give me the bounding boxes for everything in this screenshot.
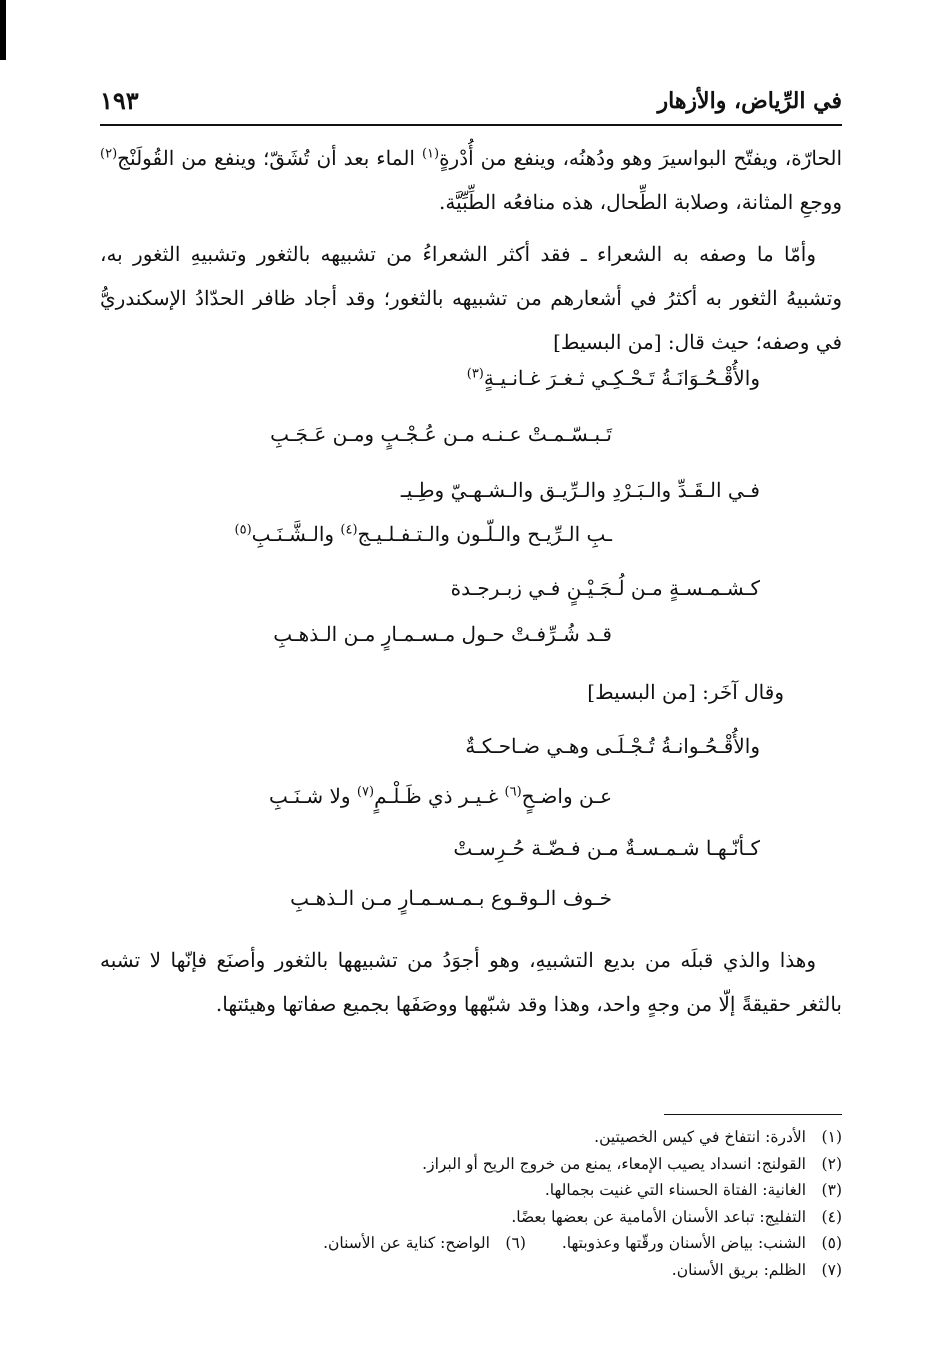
footnote-text: الواضح: كناية عن الأسنان. [323, 1234, 490, 1252]
footnote-number: (٦) [505, 1234, 526, 1252]
poem2-verse1-first-hemistich: والأُقْـحُـوانـةُ تُـجْـلَـى وهـي ضـاحـكـةٌ [465, 734, 760, 758]
poem1-verse3-first-hemistich: كـشـمـسـةٍ مـن لُـجَـيْـنٍ فـي زبـرجـدة [450, 576, 760, 600]
footnote-ref-1[interactable]: (١) [421, 146, 440, 162]
footnote-number: (٥) [821, 1234, 842, 1252]
footnote-text: الأدرة: انتفاخ في كيس الخصيتين. [594, 1128, 806, 1146]
poem1-verse1-first-hemistich [467, 366, 760, 390]
footnote-text: القولنج: انسداد يصيب الإمعاء، يمنع من خروج الريح أو البراز. [422, 1154, 806, 1173]
paragraph-1-text-a: الحارّة، ويفتّح البواسيرَ وهو ودُهنُه، وينفع من أُدْرةٍ [439, 146, 843, 170]
footnotes-list [120, 1124, 842, 1283]
verse-text: غـيـر ذي ظَـلْـمٍ [374, 784, 505, 808]
page-header [100, 84, 842, 126]
footnote-divider [664, 1114, 842, 1115]
footnote-number: (٤) [821, 1207, 842, 1226]
scan-edge-mark [0, 0, 6, 60]
footnote-5-6 [120, 1230, 842, 1257]
verse-text: عـن واضـحٍ [521, 784, 612, 808]
page-number: ١٩٣ [100, 86, 139, 115]
poem1-verse1-second-hemistich: تَـبـسّـمـتْ عـنـه مـن عُـجْـبٍ ومـن عَـجَـبِ [270, 422, 612, 446]
verse-text: والأُقْـحُـوَانَـةُ تَـحْـكِـي ثـغـرَ غـانـيـةٍ [483, 366, 760, 390]
footnote-number: (٢) [821, 1154, 842, 1173]
paragraph-1-text-c: ووجعِ المثانة، وصلابة الطِّحال، هذه منافعُه الطِّبِّيَّة. [439, 190, 842, 214]
poem2-verse1-second-hemistich [269, 784, 612, 808]
footnote-3 [120, 1177, 842, 1204]
paragraph-1-text-b: الماء بعد أن تُشَقّ؛ وينفع من القُولَنْج [117, 146, 422, 170]
poem2-verse2-first-hemistich: كـأنّـهـا شـمـسـةٌ مـن فـضّـة حُـرِسـتْ [453, 836, 760, 860]
footnote-ref-6[interactable]: (٦) [504, 784, 522, 800]
footnote-1 [120, 1124, 842, 1151]
paragraph-3: وهذا والذي قبلَه من بديع التشبيهِ، وهو أجوَدُ من تشبيهها بالثغور وأصنَع فإنّها لا تشبه بالثغر حقيقةً إلّا من وجهٍ واحد، وهذا وقد شبّهها ووصَفَها بجميع صفاتها وهيئتها. [100, 948, 842, 1016]
poem2-verse2-second-hemistich: خـوف الـوقـوع بـمـسـمـارٍ مـن الـذهـبِ [290, 886, 612, 910]
footnote-ref-2[interactable]: (٢) [100, 146, 118, 162]
poem1-verse2-first-hemistich: فـي الـقَـدِّ والـبَـرْدِ والـرِّيـق والـشـهـيّ وطِـيـ [400, 478, 760, 502]
poem1-verse3-second-hemistich: قـد شُـرِّفـتْ حـول مـسـمـارٍ مـن الـذهـبِ [273, 622, 612, 646]
footnote-text: التفليج: تباعد الأسنان الأمامية عن بعضها بعضًا. [511, 1207, 806, 1226]
footnote-ref-5[interactable]: (٥) [234, 522, 252, 538]
footnote-ref-4[interactable]: (٤) [340, 522, 358, 538]
paragraph-1 [100, 136, 842, 224]
verse-text: ولا شـنَـبِ [268, 784, 357, 808]
footnote-text: الغانية: الفتاة الحسناء التي غنيت بجمالها. [544, 1181, 806, 1199]
footnote-text: الشنب: بياض الأسنان ورقّتها وعذوبتها. [561, 1234, 806, 1252]
footnote-2 [120, 1151, 842, 1178]
footnote-ref-3[interactable]: (٣) [466, 366, 484, 382]
footnote-number: (٣) [821, 1181, 842, 1199]
footnote-ref-7[interactable]: (٧) [356, 784, 375, 800]
footnote-7 [120, 1257, 842, 1284]
footnote-number: (١) [821, 1128, 842, 1146]
footnote-number: (٧) [821, 1260, 842, 1279]
verse-text: ـبِ الـرِّيـح والـلّـون والـتـفـلـيـج [357, 522, 612, 546]
footnote-4 [120, 1204, 842, 1231]
verse-text: والـشَّـنَـبِ [251, 522, 341, 546]
running-title: في الرِّياض، والأزهار [657, 88, 842, 114]
poem1-verse2-second-hemistich [235, 522, 613, 546]
paragraph-2: وأمّا ما وصفه به الشعراء ـ فقد أكثر الشعراءُ من تشبيهه بالثغور وتشبيهِ الثغور به، وتشبيهُ الثغور به أكثرُ في أشعارهم من تشبيهه بالثغور؛ وقد أجاد ظافر الحدّادُ الإسكندريُّ في وصفه؛ حيث قال: [من البسيط] [100, 242, 842, 354]
second-poem-intro: وقال آخَر: [من البسيط] [587, 680, 784, 704]
footnote-text: الظلم: بريق الأسنان. [671, 1260, 806, 1279]
